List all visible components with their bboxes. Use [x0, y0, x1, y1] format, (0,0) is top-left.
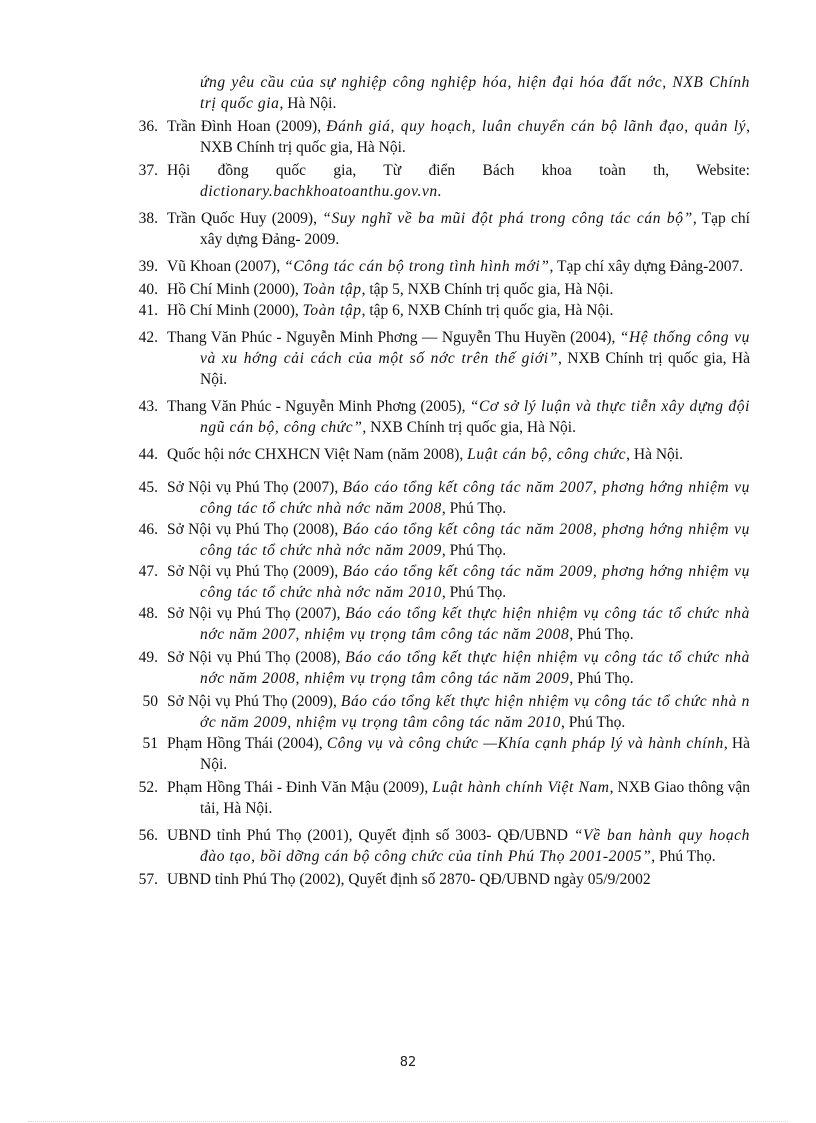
- reference-body: [167, 477, 750, 519]
- reference-body: [167, 777, 750, 819]
- reference-list: [120, 72, 750, 890]
- bottom-divider: [28, 1121, 788, 1122]
- reference-title: Báo cáo tổng kết công tác năm 2008, phơng hớng nhiệm vụ công tác tổ chức nhà nớc năm 2009: [200, 521, 750, 559]
- reference-title: “Về ban hành quy hoạch đào tạo, bồi dỡng cán bộ công chức của tỉnh Phú Thọ 2001-2005”: [200, 827, 750, 865]
- reference-body: [167, 327, 750, 390]
- reference-body: [167, 444, 750, 465]
- reference-item-45: [120, 477, 750, 519]
- reference-publisher: , Phú Thọ.: [560, 714, 626, 731]
- reference-author: Trần Quốc Huy (2009),: [167, 210, 323, 227]
- reference-author: UBND tỉnh Phú Thọ (2001), Quyết định số 3003- QĐ/UBND: [167, 827, 574, 844]
- reference-number: 39.: [138, 258, 158, 275]
- reference-publisher: , Phú Thọ.: [441, 584, 507, 601]
- reference-number: 37.: [138, 162, 158, 179]
- reference-publisher: , Hà Nội.: [200, 735, 750, 773]
- reference-body: [167, 116, 750, 158]
- reference-body: [167, 647, 750, 689]
- reference-title: Toàn tập: [302, 281, 362, 298]
- reference-author: Quốc hội nớc CHXHCN Việt Nam (năm 2008),: [167, 446, 468, 463]
- reference-body: [167, 160, 750, 202]
- reference-number: 38.: [138, 210, 158, 227]
- reference-title: Toàn tập: [302, 302, 362, 319]
- reference-publisher: , tập 6, NXB Chính trị quốc gia, Hà Nội.: [361, 302, 614, 319]
- reference-item-41: [120, 300, 750, 321]
- reference-publisher: , NXB Giao thông vận tải, Hà Nội.: [200, 779, 750, 817]
- reference-author: Trần Đình Hoan (2009),: [167, 118, 327, 135]
- reference-item-36: [120, 116, 750, 158]
- reference-author: Sở Nội vụ Phú Thọ (2009),: [167, 563, 343, 580]
- reference-title: “Công tác cán bộ trong tình hình mới”: [284, 258, 550, 275]
- reference-author: Sở Nội vụ Phú Thọ (2007),: [167, 479, 343, 496]
- reference-publisher: , Phú Thọ.: [569, 626, 634, 643]
- reference-item-51: [120, 733, 750, 775]
- reference-author: Sở Nội vụ Phú Thọ (2007),: [167, 605, 346, 622]
- reference-item-49: [120, 647, 750, 689]
- reference-number: 44.: [138, 446, 158, 463]
- reference-publisher: , NXB Chính trị quốc gia, Hà Nội.: [200, 118, 750, 156]
- reference-author: Sở Nội vụ Phú Thọ (2009),: [167, 693, 341, 710]
- reference-item-50: [120, 691, 750, 733]
- reference-author: Phạm Hồng Thái (2004),: [167, 735, 327, 752]
- reference-item-47: [120, 561, 750, 603]
- reference-title: Luật hành chính Việt Nam: [432, 779, 610, 796]
- reference-item-43: [120, 396, 750, 438]
- reference-title: Công vụ và công chức —Khía cạnh pháp lý và hành chính: [326, 735, 724, 752]
- reference-author: Hồ Chí Minh (2000),: [167, 281, 303, 298]
- reference-number: 51: [142, 735, 158, 752]
- reference-item-57: [120, 869, 750, 890]
- reference-title: Báo cáo tổng kết thực hiện nhiệm vụ công tác tổ chức nhà nớc năm 2008, nhiệm vụ trọng tâm công tác năm 2009: [200, 649, 750, 687]
- reference-author: Thang Văn Phúc - Nguyễn Minh Phơng — Nguyễn Thu Huyền (2004),: [167, 329, 620, 346]
- reference-author: Hồ Chí Minh (2000),: [167, 302, 303, 319]
- reference-tail: , Hà Nội.: [279, 95, 337, 112]
- reference-publisher: , Phú Thọ.: [569, 670, 634, 687]
- reference-author: UBND tỉnh Phú Thọ (2002), Quyết định số 2870- QĐ/UBND ngày 05/9/2002: [167, 871, 651, 888]
- reference-publisher: , Hà Nội.: [626, 446, 683, 463]
- reference-website-link[interactable]: dictionary.bachkhoatoanthu.gov.vn.: [200, 183, 443, 200]
- reference-author: Vũ Khoan (2007),: [167, 258, 285, 275]
- reference-title: Báo cáo tổng kết thực hiện nhiệm vụ công tác tổ chức nhà nớc năm 2007, nhiệm vụ trọng tâm công tác năm 2008: [200, 605, 750, 643]
- reference-author: Sở Nội vụ Phú Thọ (2008),: [167, 521, 343, 538]
- reference-body: [167, 561, 750, 603]
- reference-body: [167, 869, 750, 890]
- reference-number: 40.: [138, 281, 158, 298]
- reference-publisher: , Phú Thọ.: [441, 500, 507, 517]
- reference-number: 50: [142, 693, 158, 710]
- reference-item-56: [120, 825, 750, 867]
- reference-item-38: [120, 208, 750, 250]
- reference-continuation: [120, 72, 750, 114]
- reference-number: 41.: [138, 302, 158, 319]
- reference-title: Báo cáo tổng kết công tác năm 2009, phơng hớng nhiệm vụ công tác tổ chức nhà nớc năm 2010: [200, 563, 750, 601]
- reference-body: [167, 300, 750, 321]
- reference-author: Phạm Hồng Thái - Đinh Văn Mậu (2009),: [167, 779, 433, 796]
- reference-number: 48.: [138, 605, 158, 622]
- reference-number: 42.: [138, 329, 158, 346]
- reference-body: [167, 603, 750, 645]
- reference-title: “Cơ sở lý luận và thực tiễn xây dựng đội ngũ cán bộ, công chức”: [200, 398, 751, 436]
- page-number: 82: [399, 1055, 417, 1070]
- reference-item-37: [120, 160, 750, 202]
- reference-number: 49.: [138, 649, 158, 666]
- reference-body: [200, 72, 750, 114]
- reference-title: Báo cáo tổng kết công tác năm 2007, phơng hớng nhiệm vụ công tác tổ chức nhà nớc năm 2008: [200, 479, 750, 517]
- reference-title: “Suy nghĩ về ba mũi đột phá trong công tác cán bộ”: [322, 210, 693, 227]
- reference-item-44: [120, 444, 750, 465]
- reference-item-48: [120, 603, 750, 645]
- reference-title: ứng yêu cầu của sự nghiệp công nghiệp hóa, hiện đại hóa đất nớc, NXB Chính trị quốc gia: [200, 74, 750, 112]
- reference-title: Đánh giá, quy hoạch, luân chuyển cán bộ lãnh đạo, quản lý: [326, 118, 747, 135]
- reference-publisher: , NXB Chính trị quốc gia, Hà Nội.: [362, 419, 576, 436]
- reference-body: [167, 825, 750, 867]
- reference-body: [167, 519, 750, 561]
- reference-body: [167, 733, 750, 775]
- reference-publisher: , Tạp chí xây dựng Đảng-2007.: [549, 258, 744, 275]
- reference-number: 46.: [138, 521, 158, 538]
- reference-author: Sở Nội vụ Phú Thọ (2008),: [167, 649, 346, 666]
- reference-publisher: , Phú Thọ.: [651, 848, 716, 865]
- reference-body: [167, 691, 750, 733]
- reference-number: 36.: [138, 118, 158, 135]
- reference-publisher: , NXB Chính trị quốc gia, Hà Nội.: [200, 350, 750, 388]
- reference-body: [167, 208, 750, 250]
- reference-publisher: , tập 5, NXB Chính trị quốc gia, Hà Nội.: [361, 281, 614, 298]
- reference-item-46: [120, 519, 750, 561]
- reference-body: [167, 256, 750, 277]
- reference-number: 52.: [138, 779, 158, 796]
- reference-title: Luật cán bộ, công chức: [467, 446, 627, 463]
- reference-title: “Hệ thống công vụ và xu hớng cải cách của một số nớc trên thế giới”: [200, 329, 750, 367]
- reference-author: Hội đồng quốc gia, Từ điển Bách khoa toàn th, Website:: [167, 162, 750, 179]
- reference-number: 56.: [138, 827, 158, 844]
- reference-publisher: , Phú Thọ.: [441, 542, 507, 559]
- reference-body: [167, 396, 751, 438]
- reference-title: Báo cáo tổng kết thực hiện nhiệm vụ công tác tổ chức nhà n ớc năm 2009, nhiệm vụ trọng tâm công tác năm 2010: [200, 693, 750, 731]
- reference-publisher: , Tạp chí xây dựng Đảng- 2009.: [200, 210, 750, 248]
- reference-number: 43.: [138, 398, 158, 415]
- reference-item-42: [120, 327, 750, 390]
- reference-body: [167, 279, 750, 300]
- reference-item-39: [120, 256, 750, 277]
- reference-item-52: [120, 777, 750, 819]
- reference-number: 45.: [138, 479, 158, 496]
- reference-author: Thang Văn Phúc - Nguyễn Minh Phơng (2005),: [167, 398, 470, 415]
- reference-number: 47.: [138, 563, 158, 580]
- reference-number: 57.: [138, 871, 158, 888]
- reference-item-40: [120, 279, 750, 300]
